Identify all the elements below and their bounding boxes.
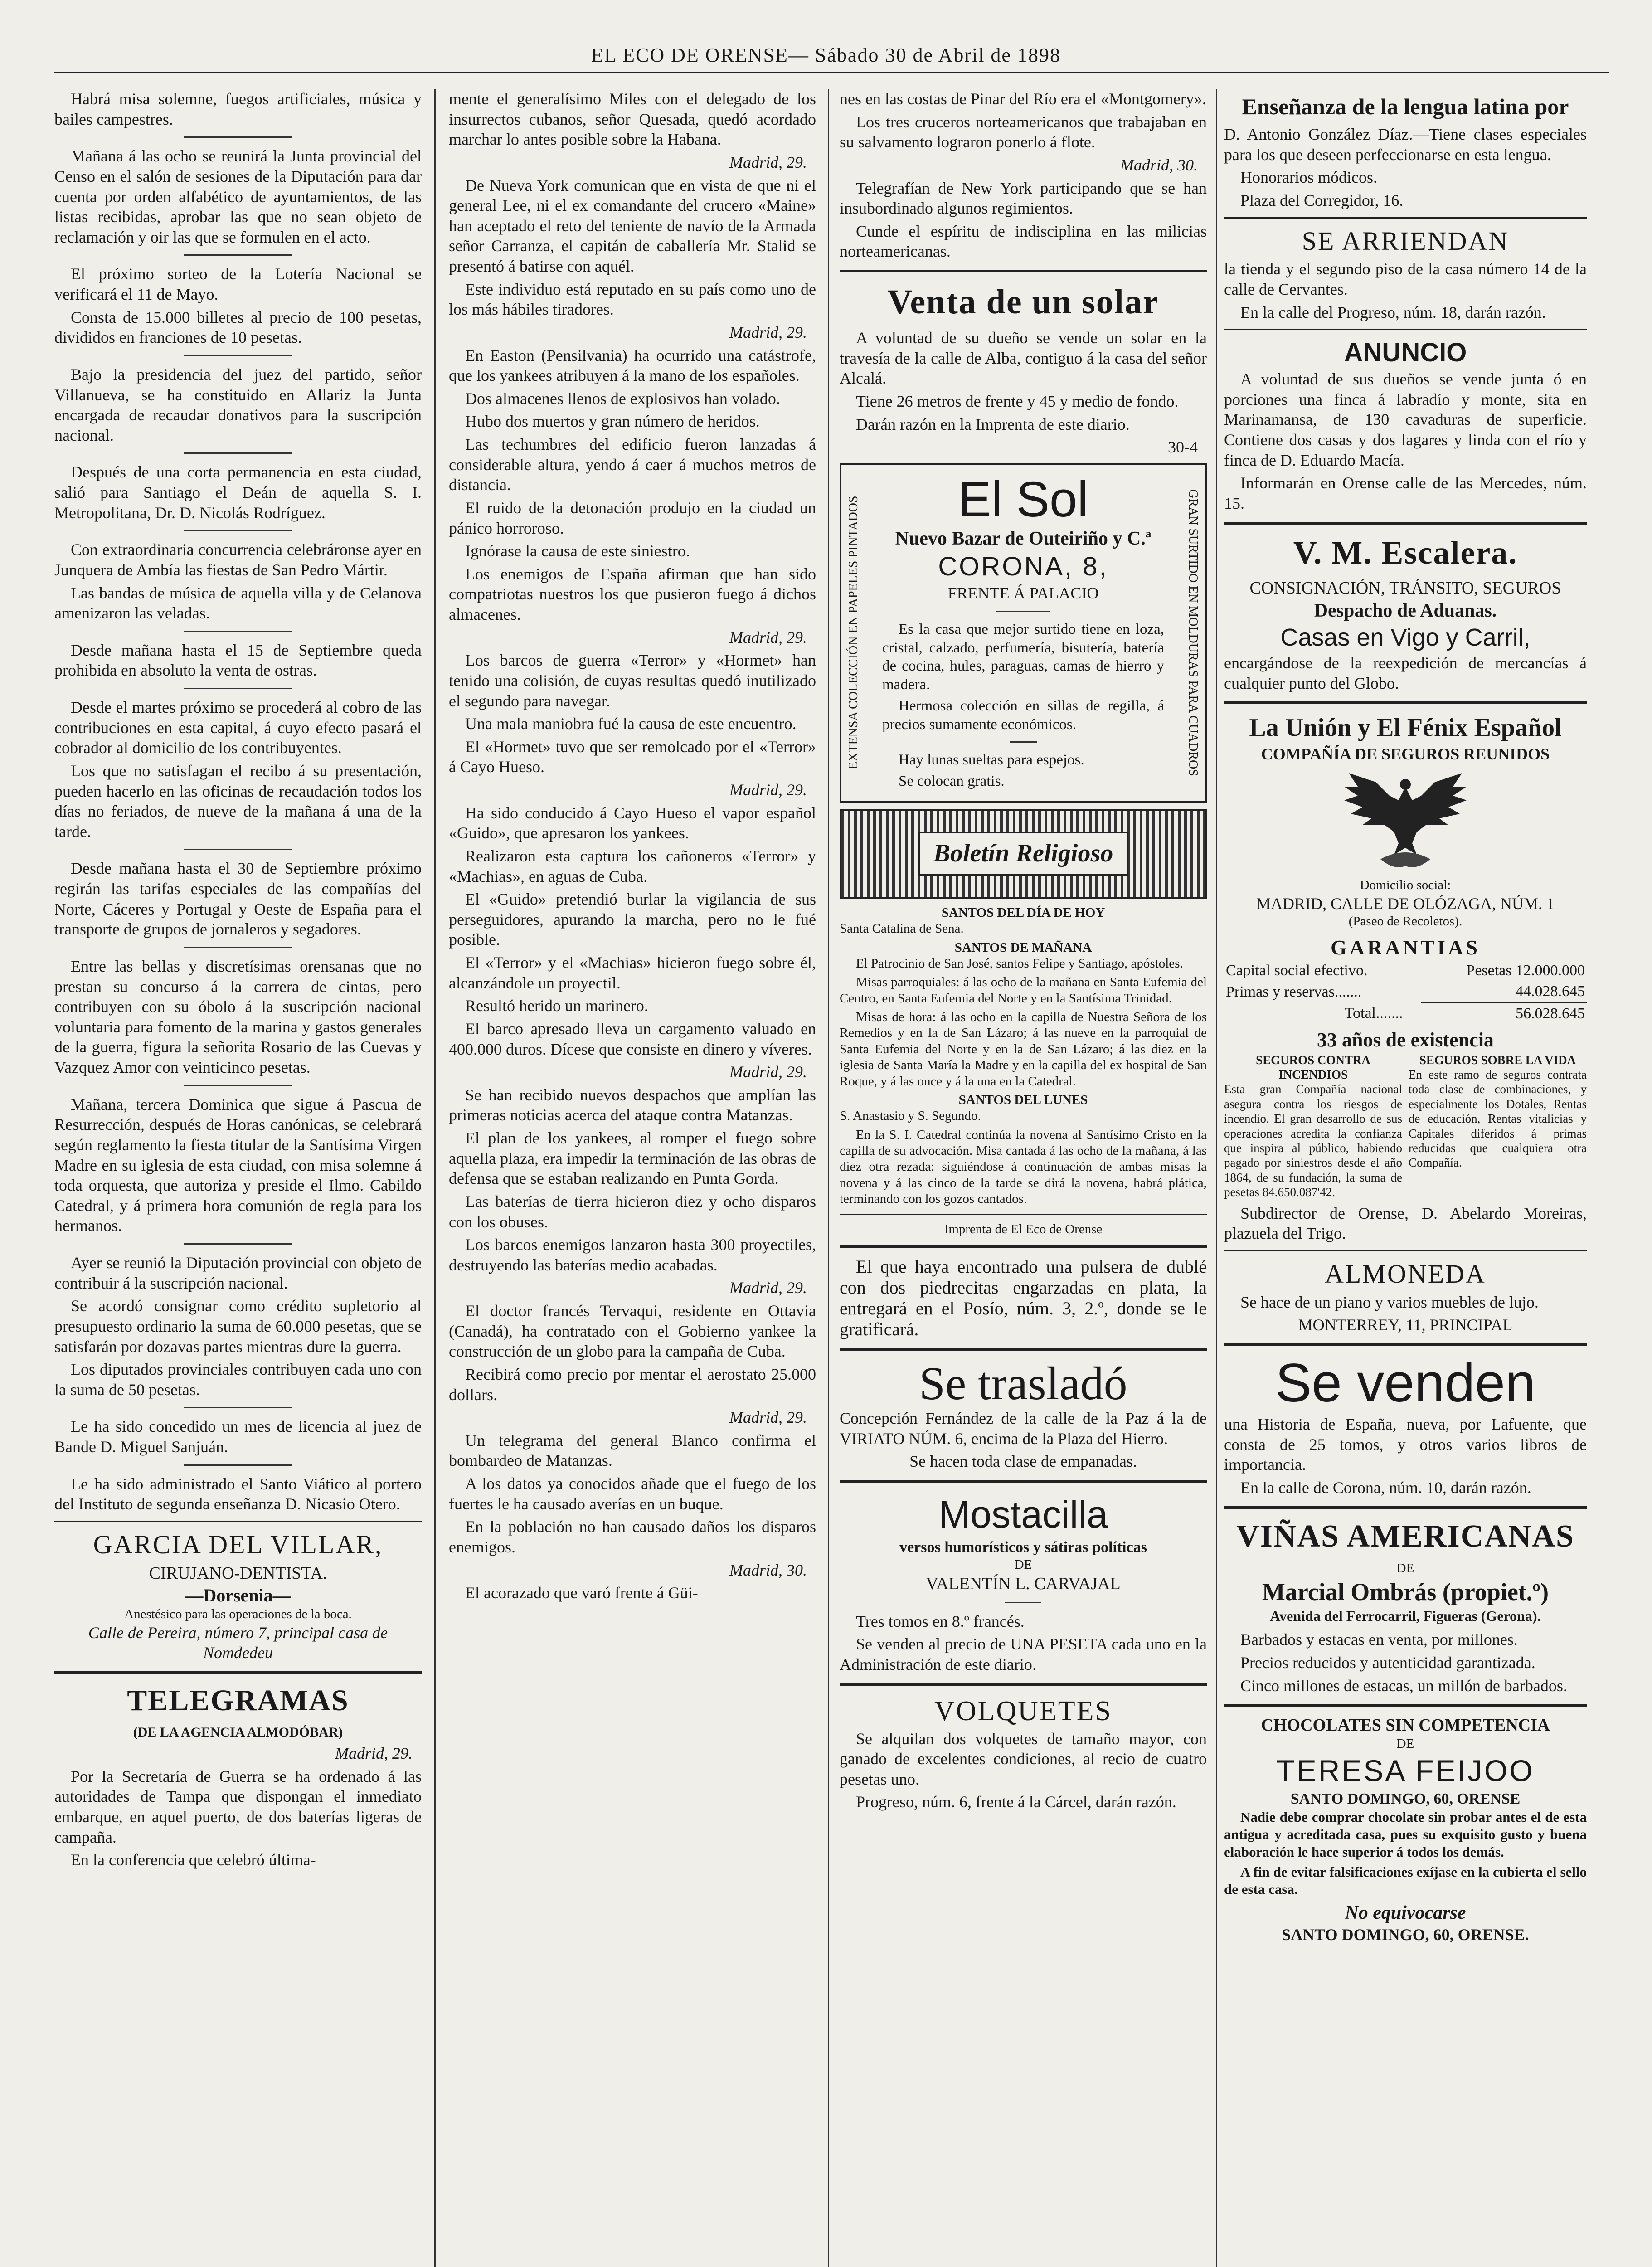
ad-dentist-address: Calle de Pereira, número 7, principal casa de Nomdedeu [88,1623,388,1662]
religious-text: El Patrocinio de San José, santos Felipe y Santiago, apóstoles. [856,956,1183,971]
separator [184,1243,292,1245]
news-paragraph: A los datos ya conocidos añade que el fuego de los fuertes le ha causado averías en un buque. [449,1474,816,1513]
ad-paragraph: A fin de evitar falsificaciones exíjase en la cubierta el sello de esta casa. [1224,1863,1587,1897]
news-paragraph: Desde el martes próximo se procederá al cobro de las contribuciones en esta capital, á cuyo efecto pasará el cobrador al domicilio de los contribuyentes. [54,698,422,757]
ad-paragraph: Se colocan gratis. [899,773,1005,789]
el-sol-side-text: EXTENSA COLECCIÓN EN PAPELES PINTADOS [846,496,860,770]
rule [840,1245,1207,1248]
garantias-heading: GARANTIAS [1330,935,1481,959]
ad-paragraph: Tres tomos en 8.º francés. [856,1612,1025,1630]
chocolates-heading: CHOCOLATES SIN COMPETENCIA [1261,1716,1550,1735]
column-1 [54,89,422,2267]
ad-dentist-name: GARCIA DEL VILLAR, [93,1529,383,1559]
seguros-vida [1409,1053,1587,1200]
existencia-heading: 33 años de existencia [1317,1029,1494,1051]
news-paragraph: Los diputados provinciales contribuyen cada uno con la suma de 50 pesetas. [54,1360,422,1399]
vinas-heading: VIÑAS AMERICANAS [1236,1518,1574,1554]
news-paragraph: Las bandas de música de aquella villa y de Celanova amenizaron las veladas. [54,584,422,623]
religious-text: S. Anastasio y S. Segundo. [840,1109,981,1124]
rule [54,1521,422,1522]
seguros-vida-text: En este ramo de seguros contrata toda clase de combinaciones, y especialmente los Dotales, Rentas de educación, Rentas vitalicias y Capitales diferidos á primas reducidas que cualquiera otra Compañía. [1409,1068,1587,1170]
ad-paragraph: Precios reducidos y autenticidad garantizada. [1240,1653,1535,1672]
news-paragraph: El «Hormet» tuvo que ser remolcado por el «Terror» á Cayo Hueso. [449,737,816,776]
union-fenix-heading: La Unión y El Fénix Español [1249,714,1562,742]
rule [840,1683,1207,1686]
news-paragraph: Entre las bellas y discretísimas orensanas que no prestan su concurso á la carrera de cintas, pero contribuyen con su óbolo á la suscripción nacional voluntaria para fomento de la marina y gastos generales de la guerra, figura la señorita Rosario de las Cuevas y Vazquez Amor con veinticinco pesetas. [54,957,422,1076]
anuncio-heading: ANUNCIO [1344,338,1467,368]
news-paragraph: Los barcos de guerra «Terror» y «Hormet» han tenido una colisión, de cuyas resultas quedó inutilizado el segundo para navegar. [449,651,816,710]
religious-text: Santa Catalina de Sena. [840,921,964,936]
ad-paragraph: A voluntad de sus dueños se vende junta ó en porciones una finca á labradío y monte, sita en Marinamansa, de 130 cavaduras de superficie. Contiene dos casas y dos lagares y linda con el río y finca de D. Eduardo Macía. [1224,370,1587,469]
column-2 [449,89,816,2267]
separator [184,355,292,356]
separator [1005,1602,1041,1603]
ad-paragraph: Concepción Fernández de la calle de la Paz á la de VIRIATO NÚM. 6, encima de la Plaza del Hierro. [840,1409,1207,1448]
ad-dentist-desc: Anestésico para las operaciones de la boca. [124,1607,352,1622]
ad-paragraph: Hay lunas sueltas para espejos. [899,752,1084,769]
el-sol-front: FRENTE Á PALACIO [947,584,1099,602]
table-cell: 44.028.645 [1516,983,1585,1000]
table-cell: 56.028.645 [1421,1003,1587,1025]
section-heading: SANTOS DEL DÍA DE HOY [941,905,1105,920]
separator [184,849,292,850]
solar-heading: Venta de un solar [887,283,1159,321]
news-paragraph: Le ha sido concedido un mes de licencia al juez de Bande D. Miguel Sanjuán. [54,1417,422,1456]
news-paragraph: Los barcos enemigos lanzaron hasta 300 proyectiles, destruyendo las baterías medio acabadas. [449,1236,816,1274]
column-divider [1216,89,1217,2267]
news-paragraph: Dos almacenes llenos de explosivos han volado. [465,389,780,408]
rule [1224,701,1587,704]
el-sol-subtitle: Nuevo Bazar de Outeiriño y C.ª [895,528,1152,549]
chocolates-name: TERESA FEIJOO [1276,1753,1535,1787]
ad-paragraph: Es la casa que mejor surtido tiene en loza, cristal, calzado, perfumería, bisutería, batería de cocina, hules, paraguas, camas de hierro y madera. [882,621,1164,693]
vinas-owner: Marcial Ombrás (propiet.º) [1262,1578,1549,1605]
se-venden-heading: Se venden [1275,1352,1535,1414]
escalera-despacho: Despacho de Aduanas. [1314,600,1497,621]
chocolates-address: SANTO DOMINGO, 60, ORENSE [1290,1790,1521,1807]
union-address: MADRID, CALLE DE OLÓZAGA, NÚM. 1 [1256,894,1555,913]
news-paragraph: Las techumbres del edificio fueron lanzadas á considerable altura, yendo á caer á muchos metros de distancia. [449,435,816,494]
table-cell: Pesetas 12.000.000 [1466,962,1585,979]
news-paragraph: El «Terror» y el «Machias» hicieron fuego sobre él, alcanzándole un proyectil. [449,954,816,992]
separator [184,1085,292,1086]
separator [996,611,1050,612]
news-paragraph: Ayer se reunió la Diputación provincial con objeto de contribuir á la suscripción nacional. [54,1254,422,1292]
news-paragraph: Se acordó consignar como crédito supletorio al presupuesto ordinario la suma de 60.000 pesetas, que se satisfarán por dozavas partes mientras dure la guerra. [54,1297,422,1356]
rule [1224,1250,1587,1251]
news-paragraph: Las baterías de tierra hicieron diez y ocho disparos con los obuses. [449,1192,816,1231]
table-row [1224,981,1587,1003]
news-paragraph: Este individuo está reputado en su país como uno de los más hábiles tiradores. [449,280,816,319]
news-paragraph: Desde mañana hasta el 15 de Septiembre queda prohibida en absoluto la venta de ostras. [54,641,422,680]
ad-paragraph: Progreso, núm. 6, frente á la Cárcel, darán razón. [856,1793,1176,1811]
dateline: Madrid, 29. [729,153,807,171]
vinas-de: DE [1396,1561,1414,1576]
ad-paragraph: Plaza del Corregidor, 16. [1240,191,1404,209]
news-paragraph: Un telegrama del general Blanco confirma el bombardeo de Matanzas. [449,1431,816,1470]
column-4 [1224,89,1587,2267]
column-divider [434,89,436,2267]
news-paragraph: Después de una corta permanencia en esta ciudad, salió para Santiago el Deán de aquella S. I. Metropolitana, Dr. D. Nicolás Rodríguez. [54,463,422,522]
ad-paragraph: encargándose de la reexpedición de mercancías á cualquier punto del Globo. [1224,653,1587,692]
dateline: Madrid, 29. [729,781,807,799]
union-paseo: (Paseo de Recoletos). [1348,914,1463,929]
vinas-address: Avenida del Ferrocarril, Figueras (Gerona). [1270,1607,1541,1624]
table-row [1224,1003,1587,1025]
news-paragraph: Los tres cruceros norteamericanos que trabajaban en su salvamento lograron ponerlo á flote. [840,112,1207,151]
ad-paragraph: Se hacen toda clase de empanadas. [909,1452,1137,1471]
el-sol-street: CORONA, 8, [938,552,1108,582]
ad-paragraph: una Historia de España, nueva, por Lafuente, que consta de 25 tomos, y otros varios libros de importancia. [1224,1415,1587,1474]
separator [184,688,292,689]
traslado-heading: Se trasladó [919,1357,1127,1410]
news-paragraph: nes en las costas de Pinar del Río era el «Montgomery». [840,90,1206,108]
rule [1224,522,1587,525]
ad-dentist-title: CIRUJANO-DENTISTA. [149,1563,327,1583]
news-paragraph: Telegrafían de New York participando que se han insubordinado algunos regimientos. [840,179,1207,218]
ad-code: 30-4 [1168,438,1198,457]
phoenix-eagle-icon [1331,769,1480,873]
dateline: Madrid, 30. [729,1561,807,1579]
news-paragraph: Habrá misa solemne, fuegos artificiales, música y bailes campestres. [54,90,422,128]
el-sol-title: El Sol [958,471,1088,527]
arriendan-heading: SE ARRIENDAN [1302,226,1509,256]
rule [840,270,1207,272]
separator [1010,741,1037,743]
news-paragraph: Los que no satisfagan el recibo á su presentación, pueden hacerlo en las oficinas de recaudación todos los días no feriados, de nueve de la mañana á una de la tarde. [54,761,422,841]
mostacilla-heading: Mostacilla [938,1493,1108,1536]
news-paragraph: Le ha sido administrado el Santo Viático al portero del Instituto de segunda enseñanza D. Nicasio Otero. [54,1474,422,1513]
religious-text: Misas parroquiales: á las ocho de la mañana en Santa Eufemia del Centro, en Santa Eufemia del Norte y en la Santísima Trinidad. [840,975,1207,1006]
dateline: Madrid, 29. [729,323,807,341]
garantias-table [1224,960,1587,1024]
ad-paragraph: Tiene 26 metros de frente y 45 y medio de fondo. [856,392,1179,411]
dateline: Madrid, 29. [729,628,807,647]
section-heading: SANTOS DEL LUNES [958,1092,1088,1107]
rule [1224,1704,1587,1707]
ad-paragraph: Hermosa colección en sillas de regilla, á precios sumamente económicos. [882,698,1164,733]
rule [840,1348,1207,1351]
union-fenix-subtitle: COMPAÑÍA DE SEGUROS REUNIDOS [1261,744,1550,763]
news-paragraph: mente el generalísimo Miles con el delegado de los insurrectos cubanos, señor Quesada, quedó acordado marchar lo antes posible sobre la Habana. [449,90,816,149]
separator [184,1407,292,1408]
news-paragraph: Una mala maniobra fué la causa de este encuentro. [465,715,797,733]
table-row [1224,960,1587,981]
religious-text: Misas de hora: á las ocho en la capilla de Nuestra Señora de los Remedios y en la de San Lázaro; á las nueve en la parroquial de Santa Eufemia del Norte y en la de San Lázaro; á las diez en la iglesia de Santa María la Madre y en la capilla del ex hospital de San Roque, y á las once y á la una en la Catedral. [840,1010,1207,1089]
column-3 [840,89,1207,2267]
chocolates-address: SANTO DOMINGO, 60, ORENSE. [1282,1925,1529,1944]
news-paragraph: Ha sido conducido á Cayo Hueso el vapor español «Guido», que apresaron los yankees. [449,803,816,842]
masthead-rule [54,72,1609,73]
boletin-religioso-banner [840,809,1207,899]
seguros-incendios-text: Esta gran Compañía nacional asegura contra los riesgos de incendio. El gran desarrollo de sus operaciones acredita la confianza que inspira al público, habiendo pagado por siniestros desde el año 1864, de su fundación, la suma de pesetas 84.650.087'42. [1224,1082,1402,1199]
ad-paragraph: A voluntad de su dueño se vende un solar en la travesía de la calle de Alba, contiguo á la casa del señor Alcalá. [840,329,1207,388]
news-paragraph: Se han recibido nuevos despachos que amplían las primeras noticias acerca del ataque contra Matanzas. [449,1085,816,1124]
boletin-title: Boletín Religioso [918,832,1128,875]
ad-paragraph: En la calle del Progreso, núm. 18, darán razón. [1240,303,1546,321]
ad-paragraph: Se hace de un piano y varios muebles de lujo. [1240,1293,1539,1311]
almoneda-address: MONTERREY, 11, PRINCIPAL [1298,1316,1513,1334]
chocolates-de: DE [1396,1737,1414,1751]
rule [1224,1343,1587,1346]
el-sol-ad [840,463,1207,803]
separator [184,136,292,138]
news-paragraph: El doctor francés Tervaqui, residente en Ottavia (Canadá), ha contratado con el Gobierno yankee la construcción de un globo para la campaña de Cuba. [449,1302,816,1361]
separator [184,530,292,531]
news-paragraph: Consta de 15.000 billetes al precio de 100 pesetas, divididos en franciones de 10 pesetas. [54,308,422,347]
ad-paragraph: Nadie debe comprar chocolate sin probar antes el de esta antigua y acreditada casa, pues su exquisito gusto y buena elaboración le hace superior á todos los demás. [1224,1809,1587,1860]
ad-paragraph: Darán razón en la Imprenta de este diario. [856,415,1130,433]
mostacilla-author: VALENTÍN L. CARVAJAL [926,1574,1121,1593]
news-paragraph: El plan de los yankees, al romper el fuego sobre aquella plaza, era impedir la terminación de las obras de defensa que se estaban realizando en Punta Gorda. [449,1129,816,1188]
table-cell: Primas y reservas....... [1226,983,1362,1000]
news-paragraph: El ruido de la detonación produjo en la ciudad un pánico horroroso. [449,498,816,537]
dateline: Madrid, 29. [729,1063,807,1081]
separator [184,452,292,454]
ad-paragraph: Barbados y estacas en venta, por millones. [1240,1630,1518,1649]
rule [840,1480,1207,1483]
news-paragraph: Realizaron esta captura los cañoneros «Terror» y «Machias», en aguas de Cuba. [449,846,816,885]
separator [184,631,292,632]
news-paragraph: Recibirá como precio por mentar el aerostato 25.000 dollars. [449,1365,816,1404]
rule [1224,329,1587,330]
dateline: Madrid, 29. [729,1279,807,1297]
religious-text: En la S. I. Catedral continúa la novena al Santísimo Cristo en la capilla de su advocación. Misa cantada á las ocho de la mañana, á las diez otra rezada; siguiéndose á continuación de ambas misas la novena y á las cinco de la tarde se dirá la novena, habrá plática, terminando con los gozos cantados. [840,1127,1207,1206]
ad-paragraph: Cinco millones de estacas, un millón de barbados. [1240,1676,1567,1695]
volquetes-heading: VOLQUETES [934,1695,1113,1727]
masthead: EL ECO DE ORENSE— Sábado 30 de Abril de 1898 [591,44,1061,66]
table-cell: Capital social efectivo. [1226,962,1368,979]
el-sol-side-text: GRAN SURTIDO EN MOLDURAS PARA CUADROS [1186,489,1200,776]
ad-paragraph: Informarán en Orense calle de las Mercedes, núm. 15. [1224,474,1587,512]
rule [1224,217,1587,219]
escalera-cities: Casas en Vigo y Carril, [1280,624,1531,652]
mostacilla-de: DE [1014,1557,1032,1572]
ad-paragraph: Se venden al precio de UNA PESETA cada uno en la Administración de este diario. [840,1635,1207,1674]
lost-bracelet-notice: El que haya encontrado una pulsera de dublé con dos piedrecitas engarzadas en plata, la entregará en el Posío, núm. 3, 2.º, donde se le gratificará. [840,1256,1207,1339]
news-paragraph: En Easton (Pensilvania) ha ocurrido una catástrofe, que los yankees atribuyen á la mano de los españoles. [449,346,816,385]
news-paragraph: De Nueva York comunican que en vista de que ni el general Lee, ni el ex comandante del crucero «Maine» han aceptado el reto del teniente de navío de la Armada señor Carranza, el capitán de caballería Mr. Stalid se presentó á batirse con aquél. [449,176,816,275]
news-paragraph: Los enemigos de España afirman que han sido compatriotas nuestros los que pusieron fuego á dichos almacenes. [449,564,816,623]
chocolates-warning: No equivocarse [1345,1902,1466,1923]
escalera-heading: V. M. Escalera. [1293,534,1518,571]
union-domicilio-label: Domicilio social: [1360,878,1451,893]
seguros-columns [1224,1053,1587,1200]
rule [1224,1506,1587,1509]
ad-paragraph: Honorarios módicos. [1240,168,1377,187]
news-paragraph: El próximo sorteo de la Lotería Nacional se verificará el 11 de Mayo. [54,265,422,303]
rule [54,1671,422,1674]
mostacilla-subtitle: versos humorísticos y sátiras políticas [899,1539,1147,1556]
ad-dentist-product: —Dorsenia— [185,1585,291,1605]
ad-paragraph: la tienda y el segundo piso de la casa número 14 de la calle de Cervantes. [1224,260,1587,299]
section-heading: SANTOS DE MAÑANA [954,940,1092,955]
ad-paragraph: En la calle de Corona, núm. 10, darán razón. [1240,1478,1531,1497]
news-paragraph: El acorazado que varó frente á Güi- [465,1584,698,1602]
news-paragraph: En la población no han causado daños los disparos enemigos. [449,1518,816,1556]
news-paragraph: Desde mañana hasta el 30 de Septiembre próximo regirán las tarifas especiales de las compañías del Norte, Cáceres y Portugal y Oeste de España para el transporte de grupos de jornaleros y segadores. [54,859,422,939]
news-paragraph: Por la Secretaría de Guerra se ha ordenado á las autoridades de Tampa que dispongan el inmediato embarque, en aquel puerto, de dos baterías ligeras de campaña. [54,1767,422,1846]
news-paragraph: En la conferencia que celebró última- [71,1851,316,1869]
news-paragraph: El barco apresado lleva un cargamento valuado en 400.000 duros. Dícese que consiste en dinero y víveres. [449,1019,816,1058]
news-paragraph: Ignórase la causa de este siniestro. [465,542,690,560]
telegrams-agency: (DE LA AGENCIA ALMODÓBAR) [133,1724,343,1740]
dateline: Madrid, 30. [1120,156,1198,174]
dateline: Madrid, 29. [335,1744,413,1763]
imprenta-note: Imprenta de El Eco de Orense [944,1221,1103,1236]
news-paragraph: Mañana á las ocho se reunirá la Junta provincial del Censo en el salón de sesiones de la Diputación para dar cuenta por orden alfabético de ayuntamientos, de las listas recibidas, aprobar las que no sean objeto de reclamación y oir las que se formulen en el acto. [54,147,422,246]
column-divider [828,89,829,2267]
separator [184,254,292,256]
news-paragraph: Hubo dos muertos y gran número de heridos. [465,412,760,431]
seguros-incendios-title: SEGUROS CONTRA INCENDIOS [1256,1053,1370,1082]
seguros-vida-title: SEGUROS SOBRE LA VIDA [1419,1053,1576,1067]
rule [840,1214,1207,1215]
news-paragraph: El «Guido» pretendió burlar la vigilancia de sus perseguidores, apurando la marcha, pero no le fué posible. [449,890,816,949]
dateline: Madrid, 29. [729,1408,807,1427]
news-paragraph: Cunde el espíritu de indisciplina en las milicias norteamericanas. [840,222,1207,261]
news-paragraph: Bajo la presidencia del juez del partido, señor Villanueva, se ha constituido en Allariz la Junta encargada de recaudar donativos para la suscripción nacional. [54,365,422,444]
news-paragraph: Mañana, tercera Dominica que sigue á Pascua de Resurrección, después de Horas canónicas, se celebrará según reglamento la fiesta titular de la Santísima Virgen Madre en su iglesia de esta ciudad, con misa solemne á toda orquesta, que autoriza y preside el Ilmo. Cabildo Catedral, y á primera hora comunión de regla para los hermanos. [54,1095,422,1235]
telegrams-heading: TELEGRAMAS [127,1684,349,1717]
ad-paragraph: Se alquilan dos volquetes de tamaño mayor, con ganado de excelentes condiciones, al recio de cuatro pesetas uno. [840,1729,1207,1788]
news-paragraph: Con extraordinaria concurrencia celebráronse ayer en Junquera de Ambía las fiestas de San Pedro Mártir. [54,540,422,579]
almoneda-heading: ALMONEDA [1325,1259,1486,1289]
ensenanza-heading: Enseñanza de la lengua latina por [1242,94,1569,119]
ad-paragraph: Subdirector de Orense, D. Abelardo Moreiras, plazuela del Trigo. [1224,1204,1587,1243]
news-paragraph: Resultó herido un marinero. [465,997,648,1015]
escalera-subtitle: CONSIGNACIÓN, TRÁNSITO, SEGUROS [1249,578,1561,598]
table-cell: Total....... [1344,1005,1403,1022]
separator [184,947,292,948]
seguros-incendios [1224,1053,1402,1200]
separator [184,1464,292,1466]
ad-paragraph: D. Antonio González Díaz.—Tiene clases especiales para los que deseen perfeccionarse en esta lengua. [1224,125,1587,164]
